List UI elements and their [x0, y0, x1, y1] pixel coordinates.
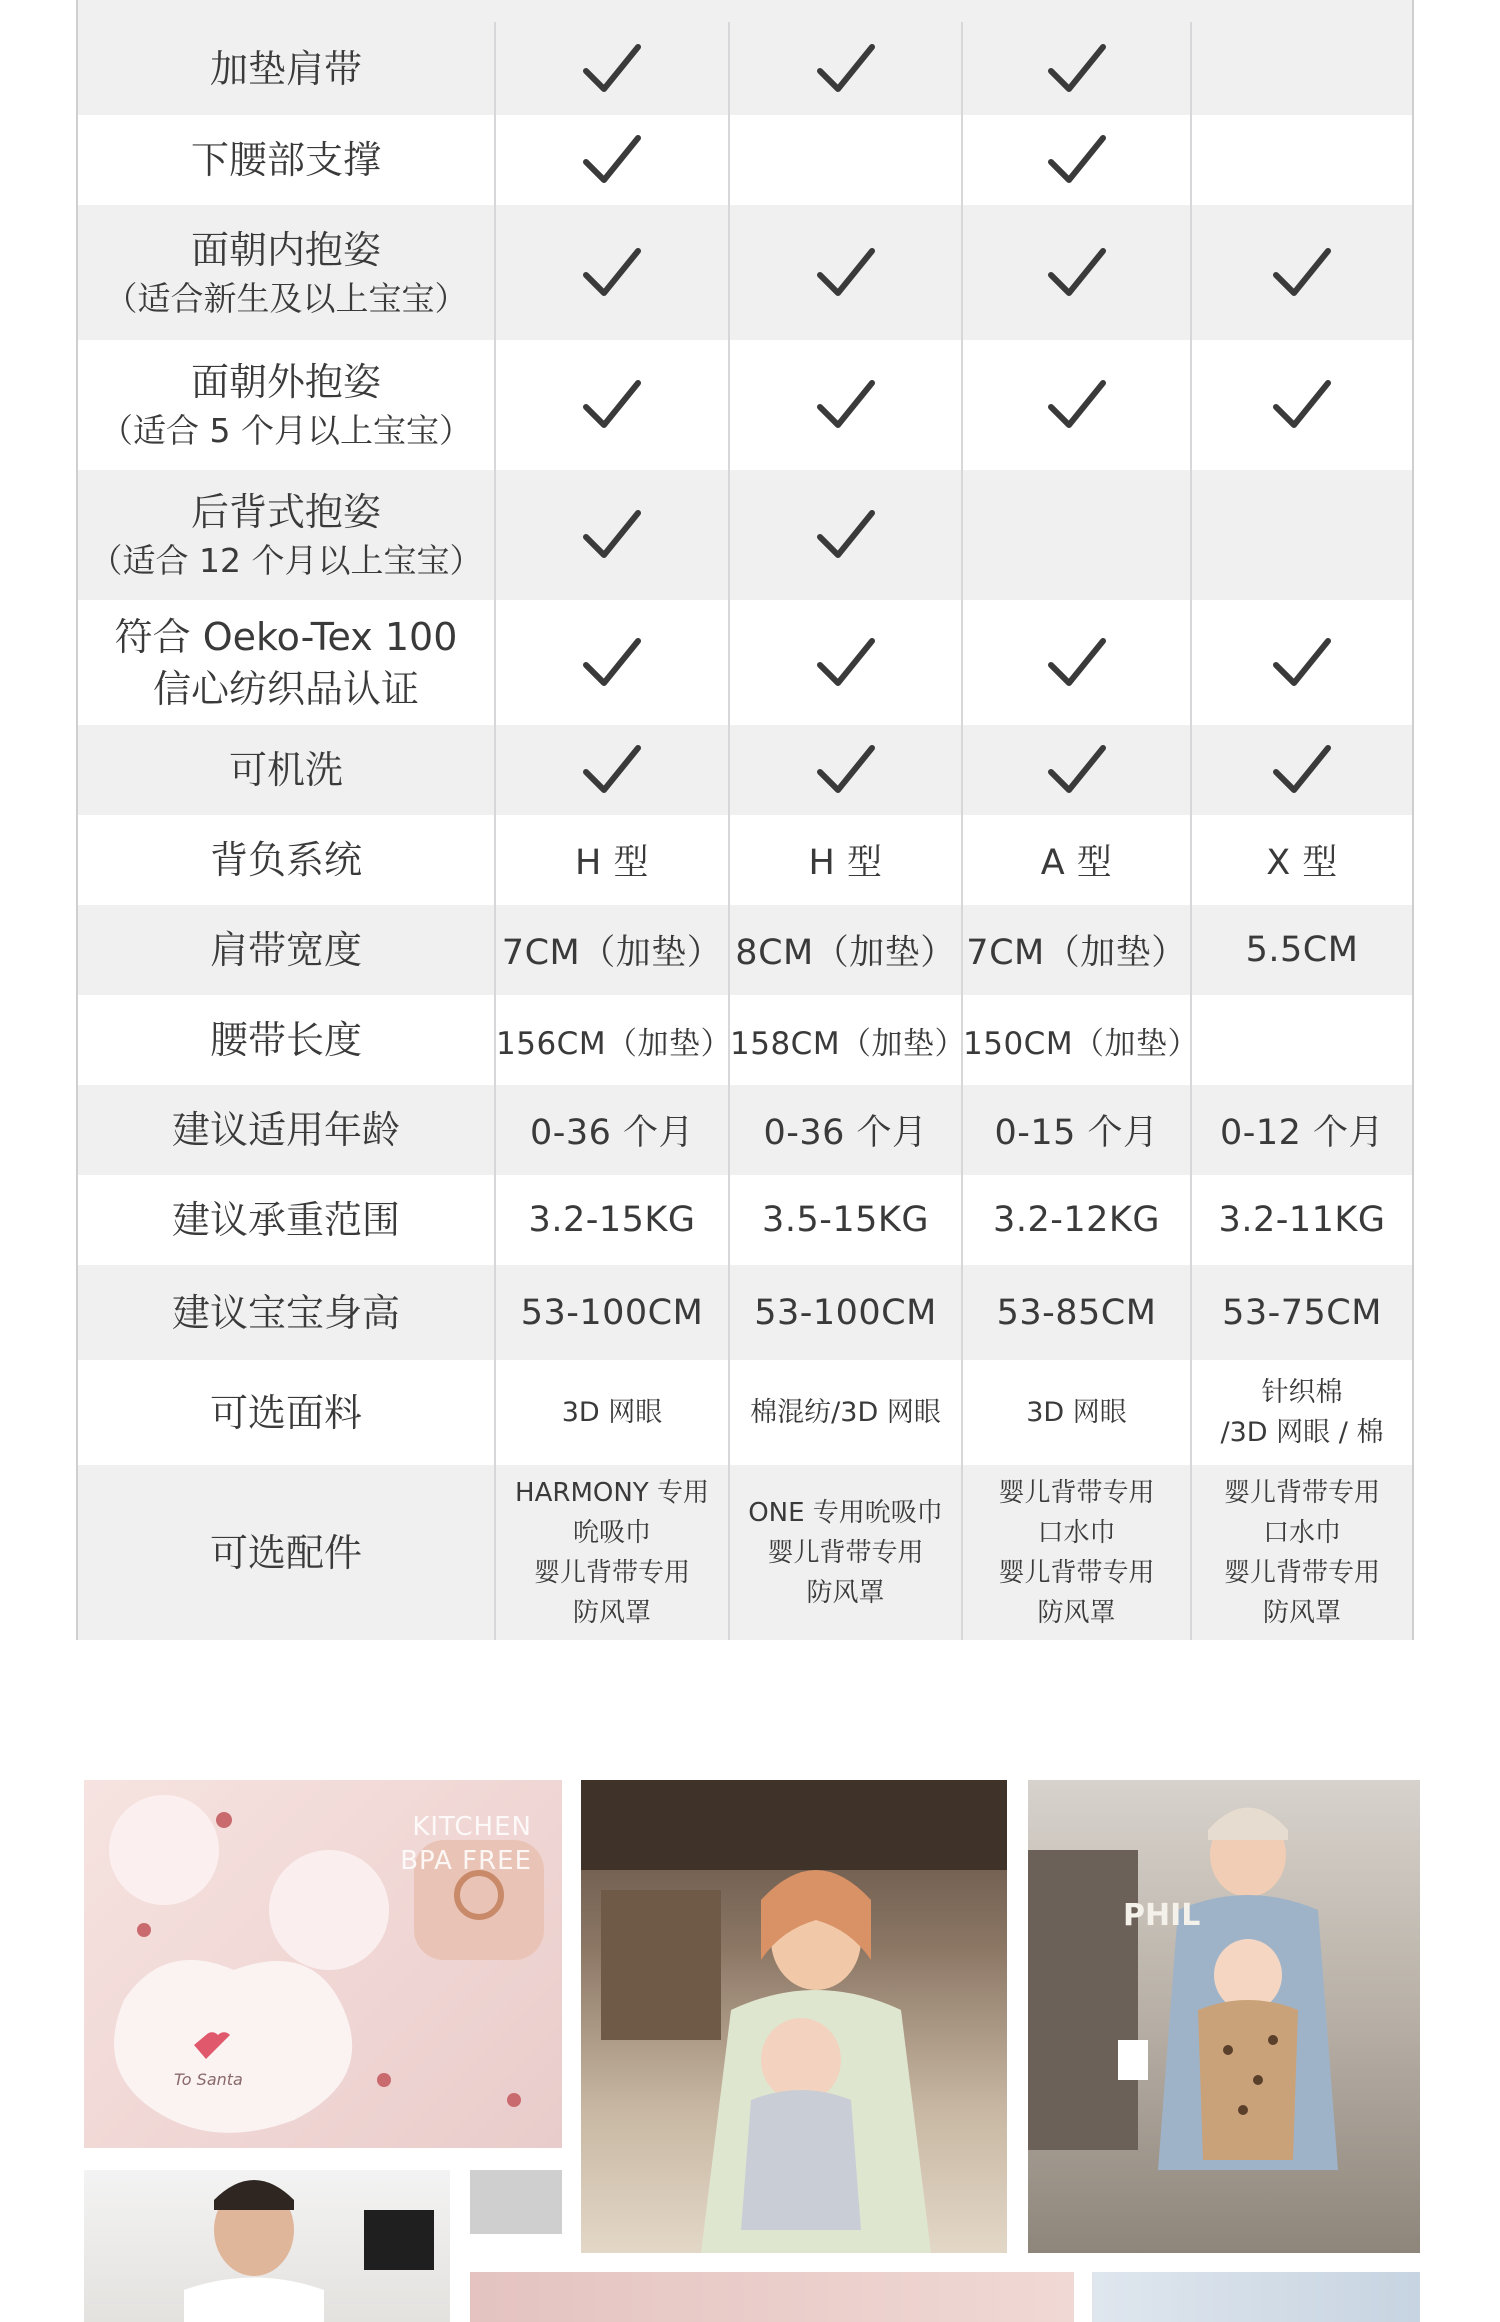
value-cell: 针织棉 /3D 网眼 / 棉	[1220, 1376, 1384, 1448]
table-row	[78, 600, 1412, 725]
value-cell: 53-75CM	[1222, 1292, 1382, 1333]
shop-sign: PHIL	[1123, 1898, 1201, 1933]
row-label-title: 腰带长度	[209, 1018, 362, 1062]
value-cell: 0-36 个月	[730, 1085, 963, 1175]
row-label-title: 建议宝宝身高	[171, 1290, 400, 1335]
row-label-title: 下腰部支撑	[190, 138, 381, 182]
row-label	[78, 725, 496, 815]
row-label-sub: （适合新生及以上宝宝）	[104, 278, 468, 318]
value-cell: 0-36 个月	[496, 1085, 730, 1175]
check-icon	[1192, 725, 1412, 815]
table-row-partial	[78, 0, 1412, 22]
row-label-title: 背负系统	[209, 838, 362, 882]
kitchen-photo	[84, 1780, 562, 2148]
row-label	[78, 1465, 496, 1640]
check-icon	[1192, 205, 1412, 340]
check-icon	[496, 22, 730, 115]
row-label-sub: （适合 5 个月以上宝宝）	[100, 411, 472, 450]
row-label-title: 符合 Oeko-Tex 100	[114, 614, 458, 659]
street-illustration	[1028, 1780, 1420, 2253]
empty-cell	[730, 115, 963, 205]
row-label	[78, 205, 496, 340]
table-row	[78, 115, 1412, 205]
check-icon	[730, 600, 963, 725]
table-row	[78, 1175, 1412, 1265]
check-icon	[963, 205, 1192, 340]
row-label	[78, 815, 496, 905]
check-icon	[496, 470, 730, 600]
value-cell: 3.2-12KG	[963, 1175, 1192, 1265]
value-cell: ONE 专用吮吸巾 婴儿背带专用 防风罩	[730, 1465, 963, 1640]
pink-photo-strip	[470, 2272, 1074, 2322]
father-illustration	[84, 2170, 450, 2322]
check-icon	[496, 725, 730, 815]
table-row	[78, 725, 1412, 815]
check-icon	[963, 600, 1192, 725]
row-label-title: 可机洗	[228, 748, 343, 792]
check-icon	[496, 600, 730, 725]
check-icon	[1192, 600, 1412, 725]
empty-cell	[1192, 470, 1412, 600]
value-cell: 53-85CM	[963, 1265, 1192, 1360]
row-label	[78, 1360, 496, 1465]
table-row	[78, 1085, 1412, 1175]
row-label	[78, 340, 496, 470]
table-row	[78, 205, 1412, 340]
empty-cell	[963, 470, 1192, 600]
check-icon	[496, 205, 730, 340]
value-cell: 53-100CM	[496, 1265, 730, 1360]
row-label-title: 加垫肩带	[209, 46, 362, 91]
value-cell: X 型	[1266, 843, 1338, 883]
row-label-title: 可选面料	[209, 1390, 362, 1435]
value-cell: H 型	[496, 815, 730, 905]
value-cell: H 型	[730, 815, 963, 905]
street-mother-photo	[1028, 1780, 1420, 2253]
value-cell: 棉混纺/3D 网眼	[730, 1360, 963, 1465]
row-label-title: 肩带宽度	[209, 928, 362, 972]
check-icon	[1192, 340, 1412, 470]
value-cell: 3D 网眼	[496, 1360, 730, 1465]
value-cell: 5.5CM	[1245, 930, 1359, 970]
comparison-table	[76, 0, 1414, 1640]
table-row	[78, 995, 1412, 1085]
value-cell: 0-12 个月	[1219, 1113, 1385, 1153]
table-row	[78, 815, 1412, 905]
kitchen-watermark: KITCHEN BPA FREE	[400, 1812, 532, 1876]
check-icon	[496, 340, 730, 470]
father-photo	[84, 2170, 450, 2322]
value-cell: 7CM（加垫）	[496, 905, 730, 995]
check-icon	[496, 115, 730, 205]
value-cell: 婴儿背带专用 口水巾 婴儿背带专用 防风罩	[963, 1465, 1192, 1640]
check-icon	[730, 470, 963, 600]
check-icon	[730, 22, 963, 115]
empty-cell	[1192, 995, 1412, 1085]
check-icon	[730, 340, 963, 470]
check-icon	[963, 725, 1192, 815]
value-cell: 150CM（加垫）	[963, 995, 1192, 1085]
row-label	[78, 1085, 496, 1175]
value-cell: A 型	[963, 815, 1192, 905]
row-label	[78, 1265, 496, 1360]
cafe-illustration	[581, 1780, 1007, 2253]
check-icon	[963, 22, 1192, 115]
value-cell: 8CM（加垫）	[730, 905, 963, 995]
cafe-mother-photo	[581, 1780, 1007, 2253]
blue-photo-strip	[1092, 2272, 1420, 2322]
row-label	[78, 905, 496, 995]
row-label-title: 可选配件	[209, 1530, 362, 1575]
check-icon	[963, 340, 1192, 470]
value-cell: 婴儿背带专用 口水巾 婴儿背带专用 防风罩	[1223, 1477, 1380, 1628]
row-label-title: 建议适用年龄	[171, 1108, 400, 1152]
check-icon	[730, 725, 963, 815]
value-cell: 3.2-15KG	[496, 1175, 730, 1265]
value-cell: 0-15 个月	[963, 1085, 1192, 1175]
table-row	[78, 470, 1412, 600]
value-cell: HARMONY 专用 吮吸巾 婴儿背带专用 防风罩	[496, 1465, 730, 1640]
row-label-title: 后背式抱姿	[190, 490, 381, 534]
table-row	[78, 1465, 1412, 1640]
empty-cell	[1192, 22, 1412, 115]
row-label	[78, 995, 496, 1085]
empty-cell	[1192, 115, 1412, 205]
gray-tile	[470, 2170, 562, 2234]
row-label-sub: 信心纺织品认证	[152, 666, 419, 711]
check-icon	[963, 115, 1192, 205]
plate-text: To Santa	[174, 2070, 243, 2089]
row-label	[78, 600, 496, 725]
value-cell: 7CM（加垫）	[963, 905, 1192, 995]
row-label-title: 建议承重范围	[171, 1198, 400, 1242]
table-row	[78, 22, 1412, 115]
table-row	[78, 905, 1412, 995]
value-cell: 3.5-15KG	[730, 1175, 963, 1265]
table-row	[78, 340, 1412, 470]
row-label	[78, 115, 496, 205]
table-row	[78, 1265, 1412, 1360]
row-label	[78, 1175, 496, 1265]
row-label-title: 面朝外抱姿	[190, 360, 381, 404]
value-cell: 156CM（加垫）	[496, 995, 730, 1085]
row-label-title: 面朝内抱姿	[190, 227, 381, 272]
value-cell: 3D 网眼	[963, 1360, 1192, 1465]
value-cell: 53-100CM	[730, 1265, 963, 1360]
row-label	[78, 22, 496, 115]
check-icon	[730, 205, 963, 340]
row-label	[78, 470, 496, 600]
table-row	[78, 1360, 1412, 1465]
value-cell: 3.2-11KG	[1218, 1200, 1386, 1240]
value-cell: 158CM（加垫）	[730, 995, 963, 1085]
row-label-sub: （适合 12 个月以上宝宝）	[89, 541, 483, 580]
